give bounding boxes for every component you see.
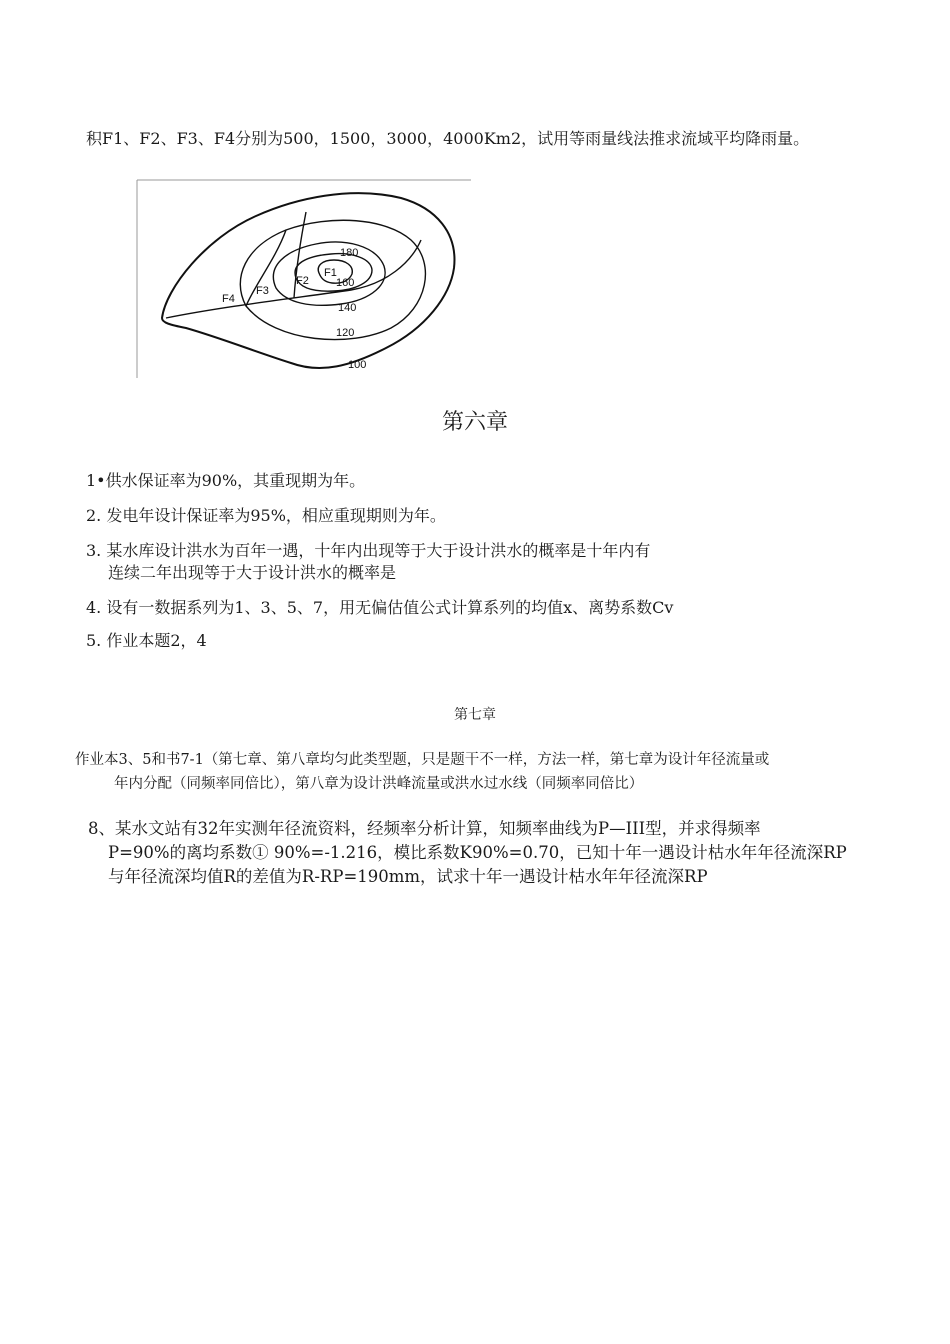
chapter7-title: 第七章: [454, 707, 496, 723]
contour-label-180: 180: [340, 247, 359, 259]
ch6-item-4: 4. 设有一数据系列为1、3、5、7，用无偏估值公式计算系列的均值x、离势系数Cv: [86, 598, 674, 617]
ch6-item-1: 1•供水保证率为90%，其重现期为年。: [86, 471, 366, 490]
q8-line3: 与年径流深均值R的差值为R-RP=190mm，试求十年一遇设计枯水年年径流深RP: [108, 867, 708, 886]
zone-label-f1: F1: [324, 267, 337, 279]
zone-label-f3: F3: [256, 285, 269, 297]
q8-line1: 8、某水文站有32年实测年径流资料，经频率分析计算，知频率曲线为P—III型，并求得频率: [88, 819, 761, 838]
contour-label-120: 120: [336, 327, 355, 339]
contour-label-160: 160: [336, 277, 355, 289]
chapter6-title: 第六章: [441, 410, 508, 435]
ch6-item-2: 2. 发电年设计保证率为95%，相应重现期则为年。: [86, 506, 446, 525]
q8-line2: P=90%的离均系数① 90%=-1.216，模比系数K90%=0.70，已知十年一遇设计枯水年年径流深RP: [108, 843, 847, 862]
intro-line: 积F1、F2、F3、F4分别为500，1500，3000，4000Km2，试用等雨量线法推求流域平均降雨量。: [86, 129, 810, 148]
ch7-note-line1: 作业本3、5和书7-1（第七章、第八章均匀此类型题，只是题干不一样，方法一样，第七章为设计年径流量或: [75, 752, 770, 768]
zone-label-f4: F4: [222, 293, 235, 305]
ch7-note-line2: 年内分配（同频率同倍比），第八章为设计洪峰流量或洪水过水线（同频率同倍比）: [114, 776, 644, 792]
ch6-item-3-cont: 连续二年出现等于大于设计洪水的概率是: [108, 563, 397, 582]
ch6-item-3: 3. 某水库设计洪水为百年一遇，十年内出现等于大于设计洪水的概率是十年内有: [86, 541, 651, 560]
ch6-item-5: 5. 作业本题2，4: [86, 631, 207, 650]
isohyet-120: [240, 220, 425, 339]
isohyet-map-figure: [136, 178, 472, 380]
contour-label-100: 100: [348, 359, 367, 371]
contour-label-140: 140: [338, 302, 357, 314]
zone-label-f2: F2: [296, 275, 309, 287]
